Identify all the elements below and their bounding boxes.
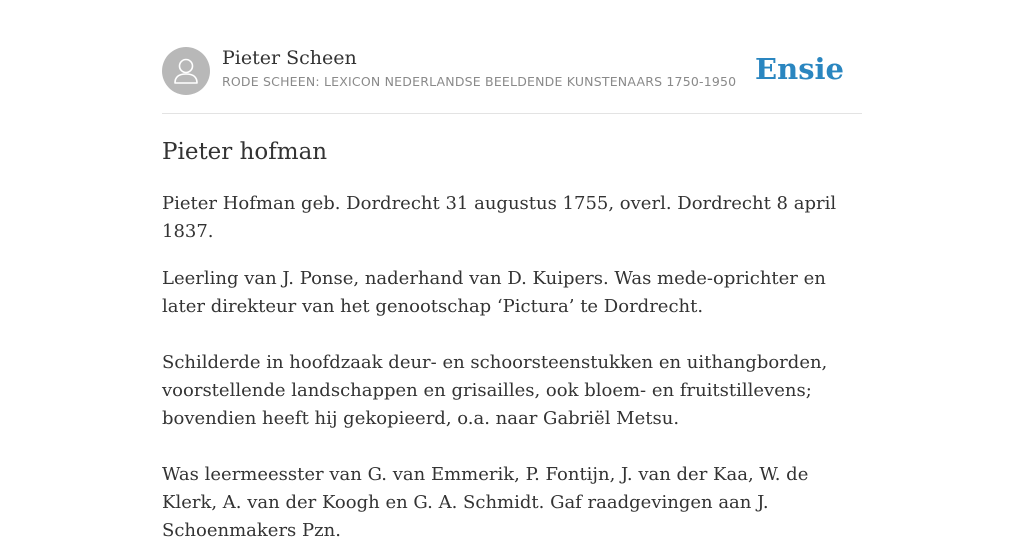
ensie-logo[interactable]: Ensie (755, 52, 844, 86)
article-paragraph: Leerling van J. Ponse, naderhand van D. Kuipers. Was mede-oprichter en later direkteur van het genootschap ‘Pictura’ te Dordrecht. (162, 268, 826, 317)
source-title[interactable]: RODE SCHEEN: LEXICON NEDERLANDSE BEELDENDE KUNSTENAARS 1750-1950 (222, 74, 737, 89)
article-title: Pieter hofman (162, 139, 328, 165)
article-paragraph: Was leermeesster van G. van Emmerik, P. Fontijn, J. van der Kaa, W. de Klerk, A. van der Koogh en G. A. Schmidt. Gaf raadgevingen aan J. Schoenmakers Pzn. (162, 464, 809, 541)
header-divider (162, 113, 862, 114)
article-paragraph: Schilderde in hoofdzaak deur- en schoorsteenstukken en uithangborden, voorstellende landschappen en grisailles, ook bloem- en fruitstillevens; bovendien heeft hij gekopieerd, o.a. naar Gabriël Metsu. (162, 352, 828, 429)
article (162, 136, 862, 545)
author-header (162, 46, 862, 96)
author-name[interactable]: Pieter Scheen (222, 47, 357, 69)
user-avatar-icon[interactable] (162, 47, 210, 95)
article-paragraph: Pieter Hofman geb. Dordrecht 31 augustus 1755, overl. Dordrecht 8 april 1837. (162, 193, 837, 242)
